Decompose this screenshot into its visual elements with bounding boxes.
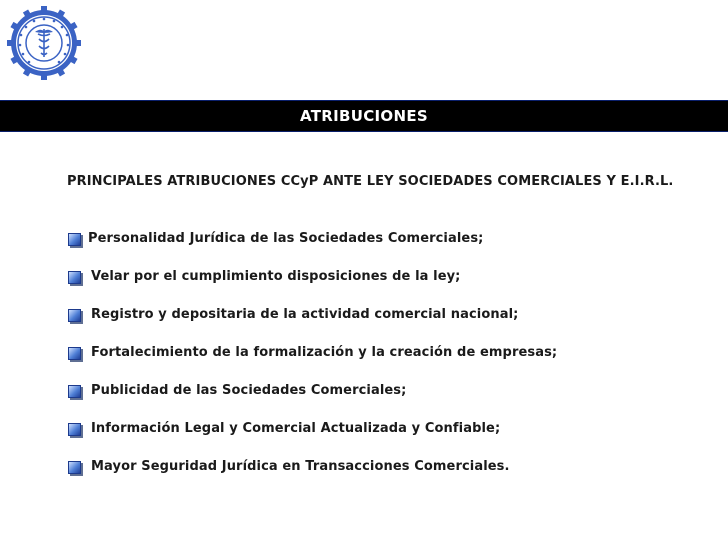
- square-bullet-icon: [68, 233, 81, 246]
- list-item: [68, 344, 557, 382]
- list-item-label: Velar por el cumplimiento disposiciones de la ley;: [91, 269, 461, 284]
- square-bullet-icon: [68, 461, 81, 474]
- list-item-label: Registro y depositaria de la actividad comercial nacional;: [91, 307, 519, 322]
- square-bullet-icon: [68, 347, 81, 360]
- list-item: [68, 420, 557, 458]
- list-item-label: Información Legal y Comercial Actualizada y Confiable;: [91, 421, 501, 436]
- square-bullet-icon: [68, 423, 81, 436]
- list-item: [68, 382, 557, 420]
- list-item-label: Personalidad Jurídica de las Sociedades Comerciales;: [88, 231, 484, 246]
- square-bullet-icon: [68, 385, 81, 398]
- list-item: [68, 306, 557, 344]
- page-title: [0, 101, 728, 131]
- institution-seal-icon: [7, 6, 81, 80]
- list-item-label: Fortalecimiento de la formalización y la creación de empresas;: [91, 345, 558, 360]
- list-item: [68, 268, 557, 306]
- seal-graphic: [7, 6, 81, 80]
- attributions-list: [68, 230, 557, 496]
- square-bullet-icon: [68, 309, 81, 322]
- square-bullet-icon: [68, 271, 81, 284]
- section-subtitle: PRINCIPALES ATRIBUCIONES CCyP ANTE LEY SOCIEDADES COMERCIALES Y E.I.R.L.: [67, 174, 674, 189]
- list-item: [68, 230, 557, 268]
- title-bar: [0, 100, 728, 132]
- list-item-label: Mayor Seguridad Jurídica en Transacciones Comerciales.: [91, 459, 510, 474]
- list-item: [68, 458, 557, 496]
- page-title-text: ATRIBUCIONES: [300, 107, 428, 125]
- list-item-label: Publicidad de las Sociedades Comerciales;: [91, 383, 407, 398]
